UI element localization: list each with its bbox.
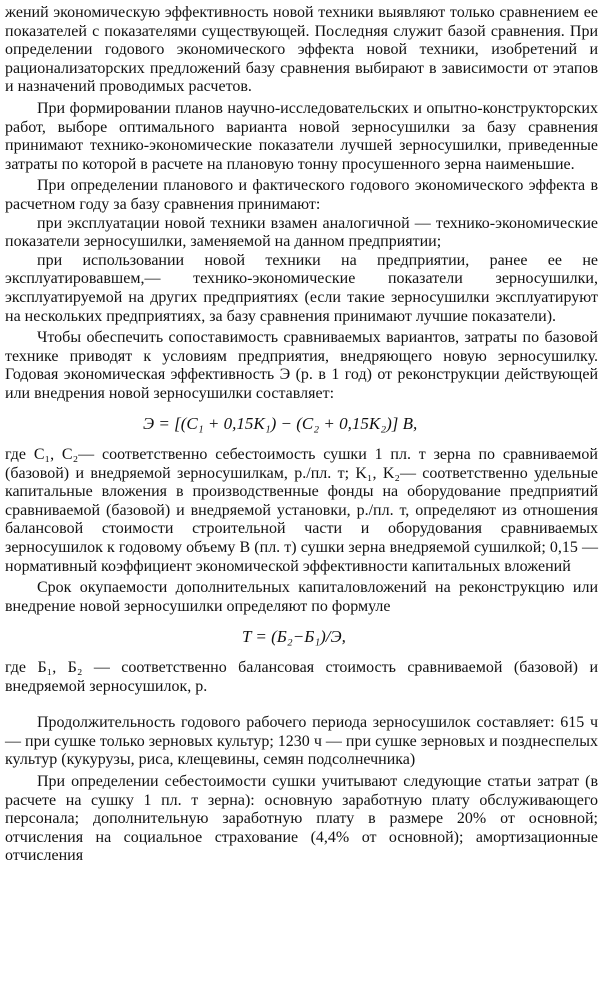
paragraph-base-comparison: жений экономическую эффективность новой техники выявляют только сравнением ее показателей с показателями существующей. Последняя служит базой сравнения. При определении годового экономического эффекта новой техники, изобретений и рационализаторских предложений базу сравнения выбирают в зависимости от этапов и назначений проводимых расчетов. bbox=[5, 4, 598, 96]
paragraph-comparability: Чтобы обеспечить сопоставимость сравниваемых вариантов, затраты по базовой технике приводят к условиям предприятия, внедряющего новую зерносушилку. Годовая экономическая эффективность Э (р. в 1 год) от реконструкции действующей или внедрения новой зерносушилки составляет: bbox=[5, 329, 598, 402]
paragraph-research-plans: При формировании планов научно-исследовательских и опытно-конструкторских работ, выборе оптимального варианта новой зерносушилки за базу сравнения принимают технико-экономические показатели лучшей зерносушилки, приведенные затраты по которой в расчете на плановую тонну просушенного зерна наименьшие. bbox=[5, 99, 598, 173]
paragraph-balance-cost-legend: где Б₁, Б₂ — соответственно балансовая стоимость сравниваемой (базовой) и внедряемой зерносушилок, р. bbox=[5, 659, 598, 695]
paragraph-payback-period: Срок окупаемости дополнительных капиталовложений на реконструкцию или внедрение новой зерносушилки определяют по формуле bbox=[5, 579, 598, 615]
paragraph-new-use-case: при использовании новой техники на предприятии, ранее ее не эксплуатировавшем,— технико-экономические показатели зерносушилки, эксплуатируемой на других предприятиях (если такие зерносушилки эксплуатируют на нескольких предприятиях, за базу сравнения принимают лучшие показатели). bbox=[5, 251, 598, 325]
paragraph-replacement-case: при эксплуатации новой техники взамен аналогичной — технико-экономические показатели зерносушилки, заменяемой на данном предприятии; bbox=[5, 214, 598, 251]
paragraph-cost-items: При определении себестоимости сушки учитывают следующие статьи затрат (в расчете на сушку 1 пл. т зерна): основную заработную плату обслуживающего персонала; дополнительную заработную плату в размере 20% от основной; отчисления на социальное страхование (4,4% от основной); амортизационные отчисления bbox=[5, 772, 598, 865]
paragraph-working-period: Продолжительность годового рабочего периода зерносушилок составляет: 615 ч — при сушке только зерновых культур; 1230 ч — при сушке зерновых и позднеспелых культур (кукурузы, риса, клещевины, семян подсолнечника) bbox=[5, 714, 598, 769]
formula-payback: T = (Б₂−Б₁)/Э, bbox=[242, 627, 346, 647]
paragraph-formula-legend: где C₁, C₂— соответственно себестоимость сушки 1 пл. т зерна по сравниваемой (базовой) и внедряемой зерносушилкам, р./пл. т; K₁, K₂— соответственно удельные капитальные вложения в производственные фонды на оборудование предприятий сравниваемой (базовой) и внедряемой установки, р./пл. т, определяют из отношения балансовой стоимости строительной части и оборудования сравниваемых зерносушилок к годовому объему В (пл. т) сушки зерна внедряемой сушилкой; 0,15 — нормативный коэффициент экономической эффективности капитальных вложений bbox=[5, 446, 598, 575]
paragraph-annual-effect: При определении планового и фактического годового экономического эффекта в расчетном году за базу сравнения принимают: bbox=[5, 177, 598, 213]
formula-economic-effect: Э = [(C₁ + 0,15K₁) − (C₂ + 0,15K₂)] B, bbox=[143, 414, 418, 434]
